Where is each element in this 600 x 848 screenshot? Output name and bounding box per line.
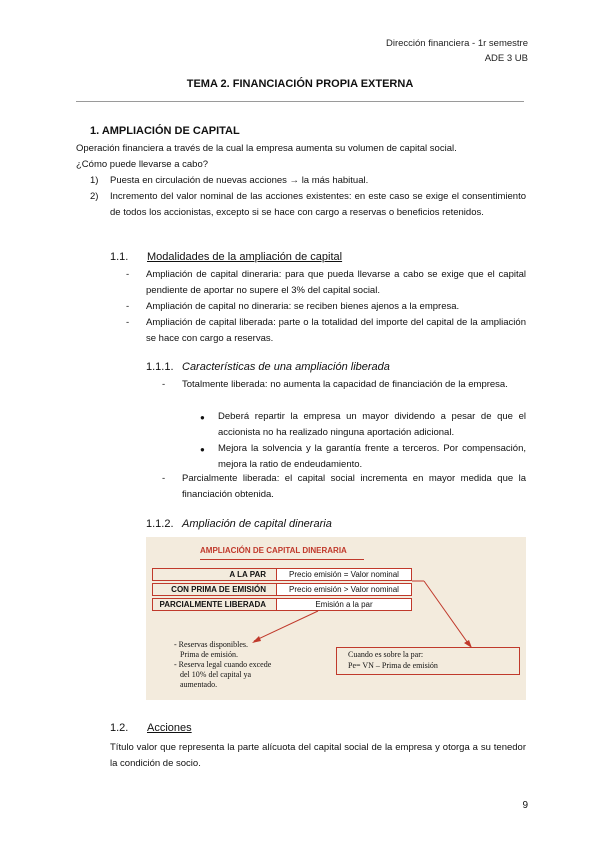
note-line: Prima de emisión. [180, 650, 238, 659]
section-1-1-1-heading [146, 361, 390, 373]
dash-marker: - [126, 269, 130, 280]
note-line: - Reserva legal cuando excede [174, 660, 272, 669]
dash-marker: - [162, 473, 166, 484]
capital-increase-figure [146, 537, 526, 700]
row-value: Emisión a la par [276, 598, 412, 611]
note-line: - Reservas disponibles. [174, 640, 248, 649]
section-title: Modalidades de la ampliación de capital [147, 251, 343, 263]
section-number: 1.2. [110, 722, 129, 734]
list-item-text: Ampliación de capital liberada: parte o la totalidad del importe del capital de la ampliación se hace con cargo a reservas. [146, 317, 526, 344]
list-item-text: Totalmente liberada: no aumenta la capacidad de financiación de la empresa. [182, 379, 508, 390]
premium-note [348, 649, 438, 671]
dash-marker: - [126, 317, 130, 328]
list-number: 2) [90, 191, 99, 202]
list-number: 1) [90, 175, 99, 186]
section-1-heading: 1. AMPLIACIÓN DE CAPITAL [90, 125, 240, 137]
note-line: aumentado. [180, 680, 218, 689]
bullet-icon: ● [200, 413, 205, 422]
bullet-icon: ● [200, 445, 205, 454]
section-number: 1.1.1. [146, 361, 174, 373]
bullet-text: Mejora la solvencia y la garantía frente a terceros. Por compensación, mejora la ratio de endeudamiento. [218, 443, 526, 470]
dash-marker: - [162, 379, 166, 390]
section-title: Características de una ampliación liberada [182, 361, 390, 373]
section-1-2-text: Título valor que representa la parte alícuota del capital social de la empresa y otorga a su tenedor la condición de socio. [110, 742, 526, 769]
section-1-1-2-heading [146, 518, 332, 530]
figure-title: AMPLIACIÓN DE CAPITAL DINERARIA [200, 546, 347, 555]
title-divider [76, 101, 524, 102]
arrow-left [254, 611, 318, 641]
section-number: 1.1. [110, 251, 129, 263]
row-label: PARCIALMENTE LIBERADA [159, 600, 266, 609]
section-1-question: ¿Cómo puede llevarse a cabo? [76, 159, 209, 170]
row-value: Precio emisión = Valor nominal [276, 568, 412, 581]
section-title: Acciones [147, 722, 192, 734]
page-title: TEMA 2. FINANCIACIÓN PROPIA EXTERNA [186, 78, 414, 90]
section-1-intro: Operación financiera a través de la cual la empresa aumenta su volumen de capital social. [76, 143, 457, 154]
header-group: ADE 3 UB [484, 53, 528, 64]
header-course: Dirección financiera - 1r semestre [385, 38, 528, 49]
note-line: del 10% del capital ya [180, 670, 252, 679]
list-item-text: Incremento del valor nominal de las acciones existentes: en este caso se exige el consentimiento de todos los accionistas, excepto si se hace con cargo a reservas o beneficios retenidos. [110, 191, 526, 218]
note-line: Cuando es sobre la par: [348, 650, 424, 659]
note-line: Pe= VN – Prima de emisión [348, 661, 438, 670]
page-number: 9 [522, 800, 528, 811]
dash-marker: - [126, 301, 130, 312]
section-1-1-heading [110, 251, 342, 263]
section-1-2-heading [110, 722, 192, 734]
list-item-text: Parcialmente liberada: el capital social incrementa en mayor medida que la financiación obtenida. [182, 473, 526, 500]
row-label: CON PRIMA DE EMISIÓN [171, 585, 266, 594]
arrow-right [424, 581, 470, 646]
list-item-text: Ampliación de capital no dineraria: se reciben bienes ajenos a la empresa. [146, 301, 460, 312]
reserves-note [174, 640, 271, 690]
section-number: 1.1.2. [146, 518, 174, 530]
list-item-text: Ampliación de capital dineraria: para que pueda llevarse a cabo se exige que el capital pendiente de aportar no supere el 3% del capital social. [146, 269, 526, 296]
row-value: Precio emisión > Valor nominal [276, 583, 412, 596]
list-item-text: Puesta en circulación de nuevas acciones → la más habitual. [110, 175, 369, 186]
row-label: A LA PAR [229, 570, 266, 579]
section-title: Ampliación de capital dineraria [182, 518, 332, 530]
bullet-text: Deberá repartir la empresa un mayor dividendo a pesar de que el accionista no ha realizado ninguna aportación adicional. [218, 411, 526, 438]
